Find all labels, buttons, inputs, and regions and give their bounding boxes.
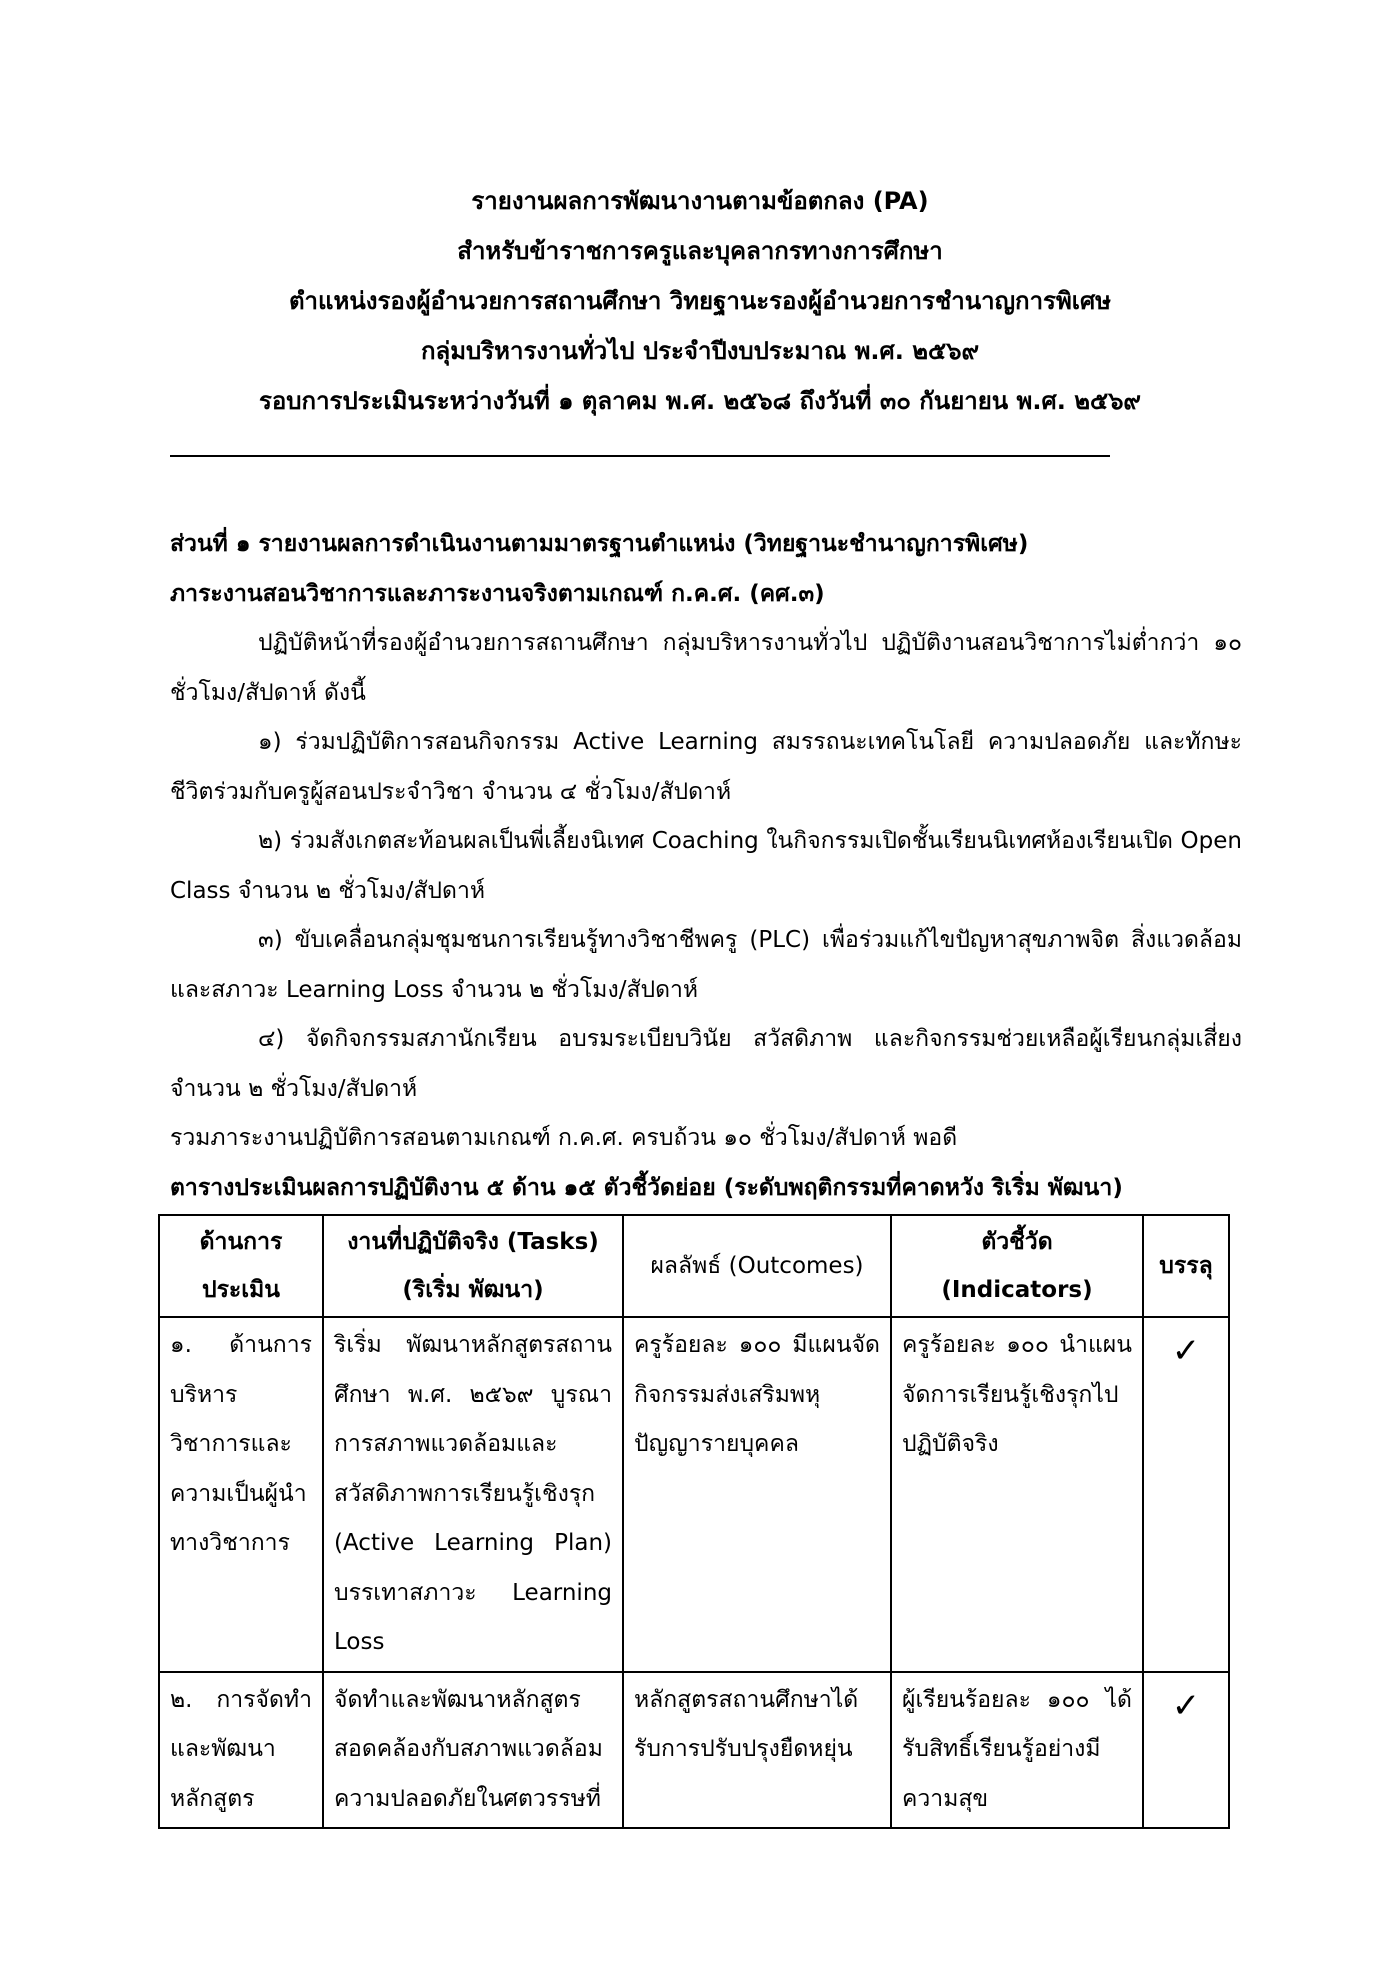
cell-tasks: ริเริ่ม พัฒนาหลักสูตรสถานศึกษา พ.ศ. ๒๕๖๙ บูรณาการสภาพแวดล้อมและสวัสดิภาพการเรียนรู้เชิงรุก (Active Learning Plan) บรรเทาสภาวะ Learning Loss <box>323 1317 623 1672</box>
checkmark-icon: ✓ <box>1143 1317 1229 1672</box>
section-body <box>170 520 1242 1213</box>
table-row <box>159 1317 1229 1672</box>
header-achieved: บรรลุ <box>1143 1215 1229 1317</box>
report-subtitle: สำหรับข้าราชการครูและบุคลากรทางการศึกษา <box>457 237 943 265</box>
table-title: ตารางประเมินผลการปฏิบัติงาน ๕ ด้าน ๑๕ ตัวชี้วัดย่อย (ระดับพฤติกรรมที่คาดหวัง ริเริ่ม พัฒนา) <box>170 1174 1123 1201</box>
cell-outcomes: หลักสูตรสถานศึกษาได้รับการปรับปรุงยืดหยุ่น <box>623 1672 891 1829</box>
report-header <box>0 176 1400 426</box>
evaluation-table <box>158 1214 1230 1829</box>
workload-summary: รวมภาระงานปฏิบัติการสอนตามเกณฑ์ ก.ค.ศ. ครบถ้วน ๑๐ ชั่วโมง/สัปดาห์ พอดี <box>170 1125 958 1151</box>
evaluation-period-line: รอบการประเมินระหว่างวันที่ ๑ ตุลาคม พ.ศ. ๒๕๖๘ ถึงวันที่ ๓๐ กันยายน พ.ศ. ๒๕๖๙ <box>259 387 1141 415</box>
report-title: รายงานผลการพัฒนางานตามข้อตกลง (PA) <box>471 187 929 215</box>
cell-area: ๒. การจัดทำและพัฒนาหลักสูตร <box>159 1672 323 1829</box>
checkmark-icon: ✓ <box>1143 1672 1229 1829</box>
header-tasks: งานที่ปฏิบัติจริง (Tasks) (ริเริ่ม พัฒนา) <box>323 1215 623 1317</box>
section-subtitle: ภาระงานสอนวิชาการและภาระงานจริงตามเกณฑ์ ก.ค.ศ. (คศ.๓) <box>170 580 825 607</box>
header-area: ด้านการ ประเมิน <box>159 1215 323 1317</box>
table-header-row <box>159 1215 1229 1317</box>
section-title: ส่วนที่ ๑ รายงานผลการดำเนินงานตามมาตรฐานตำแหน่ง (วิทยฐานะชำนาญการพิเศษ) <box>170 531 1029 557</box>
cell-indicators: ผู้เรียนร้อยละ ๑๐๐ ได้รับสิทธิ์เรียนรู้อย่างมีความสุข <box>891 1672 1143 1829</box>
workload-item-1: ๑) ร่วมปฏิบัติการสอนกิจกรรม Active Learning สมรรถนะเทคโนโลยี ความปลอดภัย และทักษะชีวิตร่วมกับครูผู้สอนประจำวิชา จำนวน ๔ ชั่วโมง/สัปดาห์ <box>170 729 1242 805</box>
position-line: ตำแหน่งรองผู้อำนวยการสถานศึกษา วิทยฐานะรองผู้อำนวยการชำนาญการพิเศษ <box>288 287 1112 315</box>
header-divider <box>170 455 1110 457</box>
intro-paragraph: ปฏิบัติหน้าที่รองผู้อำนวยการสถานศึกษา กลุ่มบริหารงานทั่วไป ปฏิบัติงานสอนวิชาการไม่ต่ำกว่า ๑๐ ชั่วโมง/สัปดาห์ ดังนี้ <box>170 630 1242 706</box>
cell-outcomes: ครูร้อยละ ๑๐๐ มีแผนจัดกิจกรรมส่งเสริมพหุปัญญารายบุคคล <box>623 1317 891 1672</box>
header-indicators: ตัวชี้วัด (Indicators) <box>891 1215 1143 1317</box>
cell-tasks: จัดทำและพัฒนาหลักสูตรสอดคล้องกับสภาพแวดล้อมความปลอดภัยในศตวรรษที่ <box>323 1672 623 1829</box>
workload-item-3: ๓) ขับเคลื่อนกลุ่มชุมชนการเรียนรู้ทางวิชาชีพครู (PLC) เพื่อร่วมแก้ไขปัญหาสุขภาพจิต สิ่งแวดล้อม และสภาวะ Learning Loss จำนวน ๒ ชั่วโมง/สัปดาห์ <box>170 927 1242 1003</box>
header-outcomes: ผลลัพธ์ (Outcomes) <box>623 1215 891 1317</box>
workload-item-4: ๔) จัดกิจกรรมสภานักเรียน อบรมระเบียบวินัย สวัสดิภาพ และกิจกรรมช่วยเหลือผู้เรียนกลุ่มเสี่ยง จำนวน ๒ ชั่วโมง/สัปดาห์ <box>170 1026 1242 1102</box>
cell-indicators: ครูร้อยละ ๑๐๐ นำแผนจัดการเรียนรู้เชิงรุกไปปฏิบัติจริง <box>891 1317 1143 1672</box>
table-row <box>159 1672 1229 1829</box>
workload-item-2: ๒) ร่วมสังเกตสะท้อนผลเป็นพี่เลี้ยงนิเทศ Coaching ในกิจกรรมเปิดชั้นเรียนนิเทศห้องเรียนเปิด Open Class จำนวน ๒ ชั่วโมง/สัปดาห์ <box>170 828 1242 904</box>
cell-area: ๑. ด้านการบริหารวิชาการและความเป็นผู้นำทางวิชาการ <box>159 1317 323 1672</box>
department-line: กลุ่มบริหารงานทั่วไป ประจำปีงบประมาณ พ.ศ. ๒๕๖๙ <box>420 337 980 365</box>
